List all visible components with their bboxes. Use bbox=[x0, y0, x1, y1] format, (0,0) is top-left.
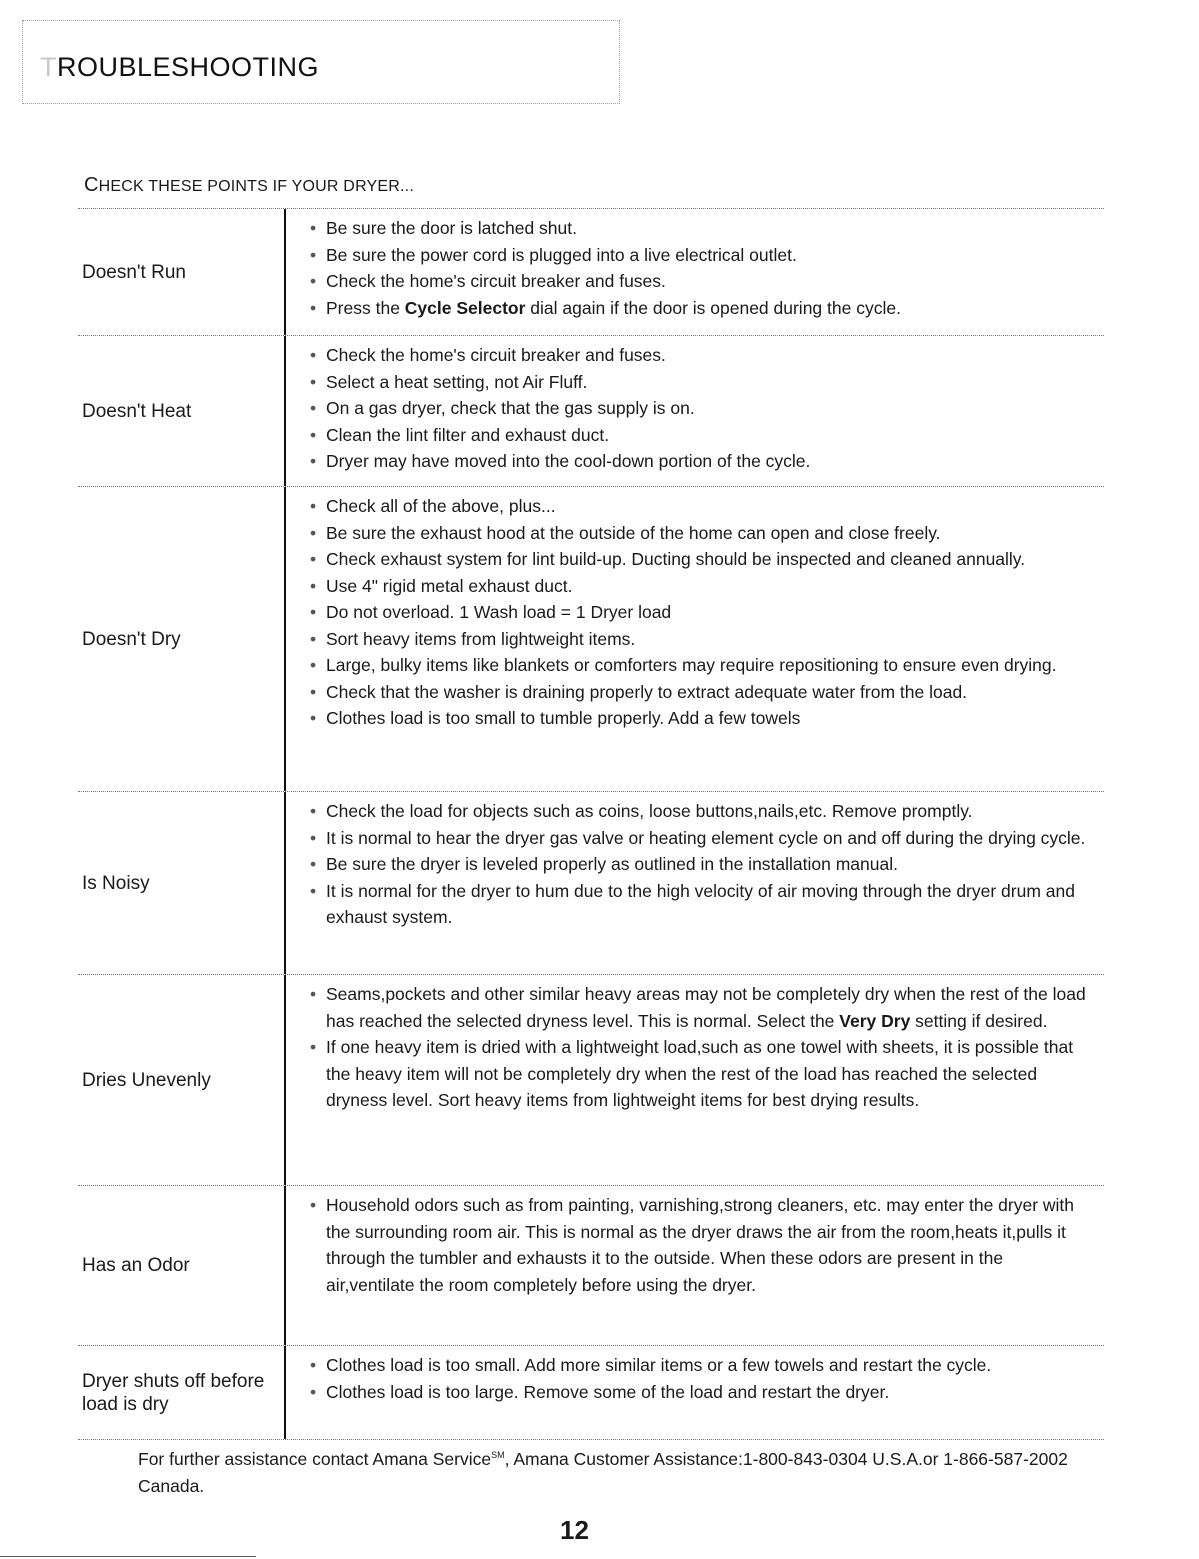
list-item: • It is normal for the dryer to hum due to the high velocity of air moving through the dryer drum and exhaust system. bbox=[310, 878, 1096, 931]
list-item: • Check exhaust system for lint build-up. Ducting should be inspected and cleaned annually. bbox=[310, 546, 1096, 573]
symptom-label: Has an Odor bbox=[82, 1255, 190, 1276]
list-item: • If one heavy item is dried with a lightweight load,such as one towel with sheets, it is possible that the heavy item will not be completely dry when the rest of the load has reached the selected dryness level. Sort heavy items from lightweight items for best drying results. bbox=[310, 1034, 1096, 1114]
list-item: • Check all of the above, plus... bbox=[310, 493, 1096, 520]
table-row bbox=[78, 336, 1104, 487]
table-row bbox=[78, 792, 1104, 975]
bottom-rule bbox=[0, 1556, 256, 1557]
remedy-list bbox=[284, 975, 1104, 1185]
symptom-label: Dryer shuts off before load is dry bbox=[82, 1370, 265, 1415]
table-row bbox=[78, 209, 1104, 336]
remedy-list bbox=[284, 1186, 1104, 1345]
page-title: TROUBLESHOOTING bbox=[40, 52, 320, 82]
symptom-label: Dries Unevenly bbox=[82, 1069, 211, 1091]
list-item: • Large, bulky items like blankets or comforters may require repositioning to ensure even drying. bbox=[310, 652, 1096, 679]
remedy-list bbox=[284, 336, 1104, 486]
list-item: • Be sure the exhaust hood at the outside of the home can open and close freely. bbox=[310, 520, 1096, 547]
page-number: 12 bbox=[560, 1515, 589, 1545]
remedy-list bbox=[284, 792, 1104, 974]
list-item: • Check the home's circuit breaker and fuses. bbox=[310, 342, 1096, 369]
table-row bbox=[78, 487, 1104, 792]
list-item: • Household odors such as from painting, varnishing,strong cleaners, etc. may enter the dryer with the surrounding room air. This is normal as the dryer draws the air from the room,heats it,pulls it through the tumbler and exhausts it to the outside. When these odors are present in the air,ventilate the room completely before using the dryer. bbox=[310, 1192, 1096, 1298]
list-item: • Sort heavy items from lightweight items. bbox=[310, 626, 1096, 653]
list-item: • Be sure the power cord is plugged into a live electrical outlet. bbox=[310, 242, 1096, 269]
remedy-list bbox=[284, 487, 1104, 791]
remedy-list bbox=[284, 209, 1104, 335]
symptom-label: Doesn't Dry bbox=[82, 628, 181, 650]
list-item: • Check the home's circuit breaker and fuses. bbox=[310, 268, 1096, 295]
list-item: • Check the load for objects such as coins, loose buttons,nails,etc. Remove promptly. bbox=[310, 798, 1096, 825]
list-item: • Clothes load is too small to tumble properly. Add a few towels bbox=[310, 705, 1096, 732]
setting-name: Cycle Selector bbox=[404, 297, 526, 318]
table-row bbox=[78, 1186, 1104, 1346]
list-item: • Do not overload. 1 Wash load = 1 Dryer load bbox=[310, 599, 1096, 626]
list-item: • Select a heat setting, not Air Fluff. bbox=[310, 369, 1096, 396]
table-row bbox=[78, 975, 1104, 1186]
list-item: • Dryer may have moved into the cool-down portion of the cycle. bbox=[310, 448, 1096, 475]
list-item: • It is normal to hear the dryer gas valve or heating element cycle on and off during the drying cycle. bbox=[310, 825, 1096, 852]
troubleshooting-table bbox=[78, 208, 1104, 1440]
symptom-label: Doesn't Run bbox=[82, 261, 186, 283]
section-subtitle: CHECK THESE POINTS IF YOUR DRYER... bbox=[84, 174, 414, 196]
list-item: • Clothes load is too large. Remove some of the load and restart the dryer. bbox=[310, 1379, 1096, 1406]
list-item: • Use 4" rigid metal exhaust duct. bbox=[310, 573, 1096, 600]
list-item: • Clean the lint filter and exhaust duct. bbox=[310, 422, 1096, 449]
footer-contact: For further assistance contact Amana Service℠, Amana Customer Assistance:1-800-843-0304 U.S.A.or 1-866-587-2002 Canada. bbox=[138, 1448, 1068, 1496]
symptom-label: Doesn't Heat bbox=[82, 400, 192, 422]
list-item: • Be sure the dryer is leveled properly as outlined in the installation manual. bbox=[310, 851, 1096, 878]
symptom-label: Is Noisy bbox=[82, 872, 150, 894]
list-item: • Seams,pockets and other similar heavy areas may not be completely dry when the rest of the load has reached the selected dryness level. This is normal. Select the Very Dry setting if desired. bbox=[310, 981, 1096, 1034]
list-item: • Check that the washer is draining properly to extract adequate water from the load. bbox=[310, 679, 1096, 706]
list-item: • Press the Cycle Selector dial again if the door is opened during the cycle. bbox=[310, 295, 1096, 322]
list-item: • On a gas dryer, check that the gas supply is on. bbox=[310, 395, 1096, 422]
setting-name: Very Dry bbox=[839, 1010, 911, 1031]
list-item: • Clothes load is too small. Add more similar items or a few towels and restart the cycle. bbox=[310, 1352, 1096, 1379]
list-item: • Be sure the door is latched shut. bbox=[310, 215, 1096, 242]
table-row bbox=[78, 1346, 1104, 1440]
remedy-list bbox=[284, 1346, 1104, 1439]
